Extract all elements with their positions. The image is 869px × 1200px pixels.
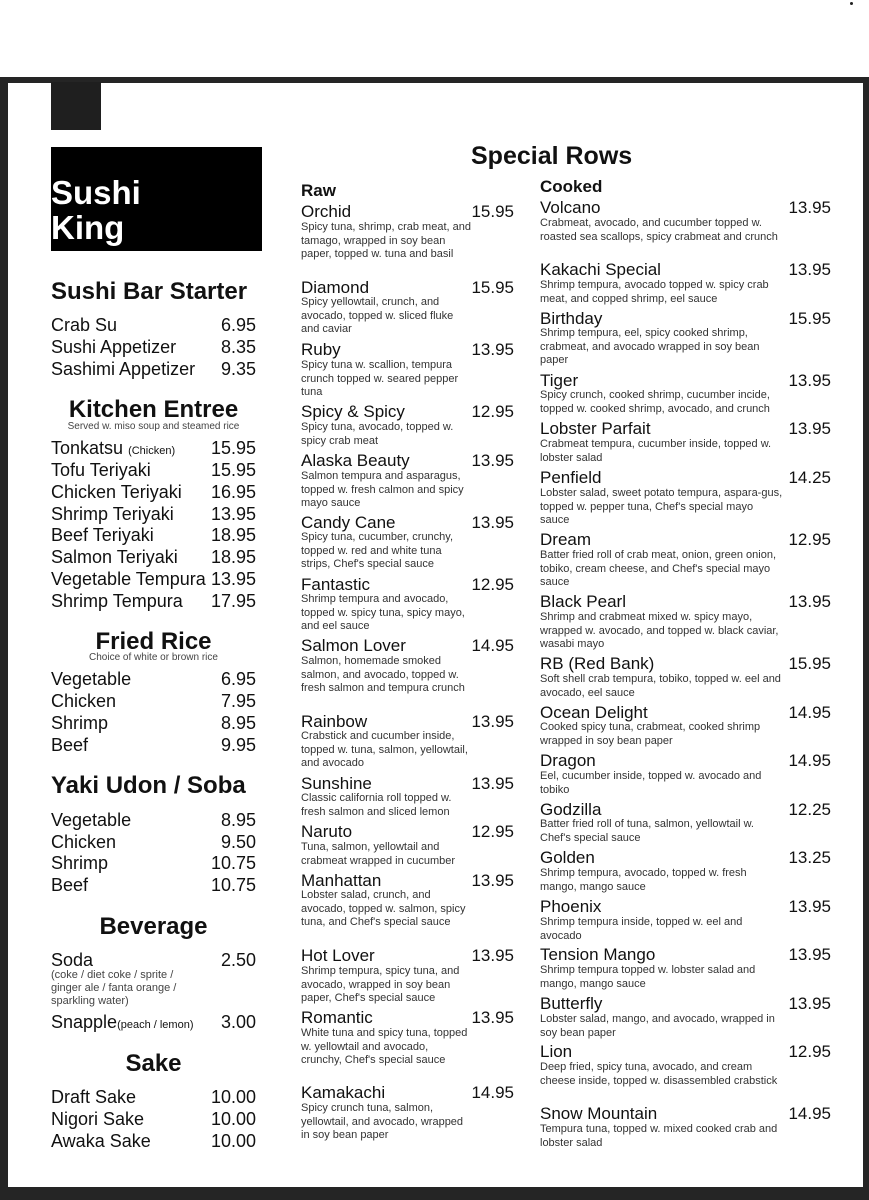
menu-item: Vegetable 8.95 <box>51 810 256 830</box>
roll-price: 14.95 <box>788 751 831 770</box>
roll-description: Lobster salad, crunch, and avocado, topped w. salmon, spicy tuna, and Chef's special sauce <box>301 889 466 928</box>
menu-item-description: (coke / diet coke / sprite / ginger ale / fanta orange / sparkling water) <box>51 969 177 1007</box>
menu-item: Chicken 7.95 <box>51 691 256 711</box>
roll-name: Alaska Beauty <box>301 451 410 470</box>
roll-name: Diamond <box>301 278 370 297</box>
roll-description: Crabmeat tempura, cucumber inside, topped w. lobster salad <box>540 438 772 464</box>
roll-description: Shrimp tempura, spicy tuna, and avocado, wrapped in soy bean paper, Chef's special sauce <box>301 965 460 1004</box>
roll-description: Shrimp tempura topped w. lobster salad and mango, mango sauce <box>540 964 756 990</box>
roll-price: 12.95 <box>471 822 514 841</box>
menu-item: Beef Teriyaki 18.95 <box>51 525 256 545</box>
roll-description: White tuna and spicy tuna, topped w. yellowtail and avocado, crunchy, Chef's special sauce <box>301 1027 468 1066</box>
roll-description: Salmon, homemade smoked salmon, and avocado, topped w. fresh salmon and tempura crunch <box>301 655 465 694</box>
roll-description: Shrimp tempura, eel, spicy cooked shrimp, crabmeat, and avocado wrapped in soy bean paper <box>540 327 760 366</box>
roll-description: Crabmeat, avocado, and cucumber topped w. roasted sea scallops, spicy crabmeat and crunch <box>540 217 778 243</box>
roll-price: 14.25 <box>788 468 831 487</box>
roll-description: Spicy crunch tuna, salmon, yellowtail, and avocado, wrapped in soy bean paper <box>301 1102 464 1141</box>
roll-name: Ocean Delight <box>540 703 648 722</box>
roll-description: Batter fried roll of crab meat, onion, green onion, tobiko, cream cheese, and Chef's special mayo sauce <box>540 549 777 588</box>
roll-name: Black Pearl <box>540 592 626 611</box>
roll-price: 13.95 <box>788 592 831 611</box>
roll-price: 15.95 <box>471 202 514 221</box>
roll-description: Salmon tempura and asparagus, topped w. fresh calmon and spicy mayo sauce <box>301 470 464 509</box>
menu-item: Snapple(peach / lemon) 3.00 <box>51 1012 256 1032</box>
roll-price: 13.95 <box>471 1008 514 1027</box>
section-title-yaki-udon: Yaki Udon / Soba <box>51 772 246 799</box>
roll-name: Tension Mango <box>540 945 656 964</box>
roll-name: Fantastic <box>301 575 370 594</box>
menu-item: Vegetable 6.95 <box>51 669 256 689</box>
roll-description: Crabstick and cucumber inside, topped w. tuna, salmon, yellowtail, and avocado <box>301 730 468 769</box>
roll-description: Shrimp tempura inside, topped w. eel and avocado <box>540 916 743 942</box>
menu-item: Beef 10.75 <box>51 875 256 895</box>
roll-description: Spicy tuna, shrimp, crab meat, and tamago, wrapped in soy bean paper, topped w. tuna and basil <box>301 221 471 260</box>
menu-item: Shrimp 10.75 <box>51 853 256 873</box>
roll-price: 14.95 <box>788 1104 831 1123</box>
roll-name: Romantic <box>301 1008 373 1027</box>
special-rolls-title: Special Rows <box>471 142 633 170</box>
roll-description: Spicy tuna w. scallion, tempura crunch topped w. seared pepper tuna <box>301 359 459 398</box>
corner-dot <box>850 2 853 5</box>
menu-item: Salmon Teriyaki 18.95 <box>51 547 256 567</box>
roll-name: Phoenix <box>540 897 602 916</box>
roll-name: Naruto <box>301 822 353 841</box>
roll-name: Dragon <box>540 751 596 770</box>
roll-description: Soft shell crab tempura, tobiko, topped w. eel and avocado, eel sauce <box>540 673 781 699</box>
section-title-sake: Sake <box>125 1050 182 1077</box>
roll-description: Spicy tuna, avocado, topped w. spicy crab meat <box>301 421 454 447</box>
menu-item: Crab Su 6.95 <box>51 315 256 335</box>
roll-name: Ruby <box>301 340 341 359</box>
roll-price: 13.25 <box>788 848 831 867</box>
roll-description: Deep fried, spicy tuna, avocado, and cream cheese inside, topped w. disassembled crabstick <box>540 1061 778 1087</box>
roll-name: Manhattan <box>301 871 382 890</box>
section-title-kitchen-entree: Kitchen Entree <box>68 396 239 423</box>
menu-item: Vegetable Tempura 13.95 <box>51 569 256 589</box>
roll-name: Volcano <box>540 198 601 217</box>
roll-name: Kamakachi <box>301 1083 386 1102</box>
roll-description: Shrimp and crabmeat mixed w. spicy mayo, wrapped w. avocado, and topped w. black caviar, wasabi mayo <box>540 611 779 650</box>
roll-name: Godzilla <box>540 800 602 819</box>
brand-line-2: King <box>51 209 125 246</box>
roll-description: Shrimp tempura and avocado, topped w. spicy tuna, spicy mayo, and eel sauce <box>301 593 465 632</box>
roll-name: Orchid <box>301 202 352 221</box>
roll-price: 13.95 <box>788 945 831 964</box>
roll-price: 13.95 <box>471 774 514 793</box>
roll-price: 13.95 <box>788 371 831 390</box>
roll-price: 13.95 <box>471 946 514 965</box>
roll-price: 12.95 <box>471 402 514 421</box>
brand-line-1: Sushi <box>51 174 141 211</box>
black-square-decoration <box>51 82 101 130</box>
menu-item: Chicken 9.50 <box>51 832 256 852</box>
roll-price: 13.95 <box>471 871 514 890</box>
roll-description: Tuna, salmon, yellowtail and crabmeat wrapped in cucumber <box>301 841 456 867</box>
roll-description: Tempura tuna, topped w. mixed cooked crab and lobster salad <box>540 1123 778 1149</box>
roll-name: Salmon Lover <box>301 636 406 655</box>
menu-item: Draft Sake 10.00 <box>51 1087 256 1107</box>
roll-name: Butterfly <box>540 994 603 1013</box>
section-subtitle-fried-rice: Choice of white or brown rice <box>89 652 218 663</box>
roll-price: 13.95 <box>471 513 514 532</box>
roll-description: Cooked spicy tuna, crabmeat, cooked shrimp wrapped in soy bean paper <box>540 721 761 747</box>
menu-item: Nigori Sake 10.00 <box>51 1109 256 1129</box>
menu-item: Sushi Appetizer 8.35 <box>51 337 256 357</box>
roll-price: 13.95 <box>471 340 514 359</box>
roll-name: Kakachi Special <box>540 260 661 279</box>
menu-item: Shrimp 8.95 <box>51 713 256 733</box>
roll-price: 15.95 <box>788 654 831 673</box>
roll-name: Golden <box>540 848 595 867</box>
roll-name: Snow Mountain <box>540 1104 658 1123</box>
roll-description: Lobster salad, mango, and avocado, wrapped in soy bean paper <box>540 1013 775 1039</box>
roll-description: Eel, cucumber inside, topped w. avocado and tobiko <box>540 770 762 796</box>
roll-price: 13.95 <box>788 897 831 916</box>
section-subtitle-kitchen-entree: Served w. miso soup and steamed rice <box>67 421 240 432</box>
roll-description: Spicy tuna, cucumber, crunchy, topped w. red and white tuna strips, Chef's special sauce <box>301 531 454 570</box>
roll-description: Spicy yellowtail, crunch, and avocado, topped w. sliced fluke and caviar <box>301 296 454 335</box>
roll-description: Spicy crunch, cooked shrimp, cucumber incide, topped w. cooked shrimp, avocado, and crunch <box>540 389 770 415</box>
section-title-beverage: Beverage <box>99 913 208 940</box>
section-title-sushi-bar-starter: Sushi Bar Starter <box>51 278 248 305</box>
menu-item: Soda 2.50 <box>51 950 256 970</box>
roll-name: Candy Cane <box>301 513 396 532</box>
roll-price: 12.95 <box>788 530 831 549</box>
roll-name: Tiger <box>540 371 579 390</box>
roll-price: 14.95 <box>788 703 831 722</box>
roll-description: Lobster salad, sweet potato tempura, aspara-gus, topped w. pepper tuna, Chef's special mayo sauce <box>540 487 783 526</box>
roll-description: Batter fried roll of tuna, salmon, yellowtail w. Chef's special sauce <box>540 818 754 844</box>
roll-price: 13.95 <box>471 712 514 731</box>
roll-name: Hot Lover <box>301 946 375 965</box>
roll-price: 14.95 <box>471 636 514 655</box>
roll-price: 12.95 <box>788 1042 831 1061</box>
brand-logo <box>51 147 262 251</box>
menu-item: Tofu Teriyaki 15.95 <box>51 460 256 480</box>
roll-price: 15.95 <box>471 278 514 297</box>
roll-price: 13.95 <box>788 198 831 217</box>
roll-price: 12.95 <box>471 575 514 594</box>
roll-description: Shrimp tempura, avocado topped w. spicy crab meat, and copped shrimp, eel sauce <box>540 279 769 305</box>
roll-price: 13.95 <box>788 260 831 279</box>
roll-name: Dream <box>540 530 592 549</box>
roll-name: Lion <box>540 1042 573 1061</box>
roll-name: Sunshine <box>301 774 372 793</box>
cooked-heading: Cooked <box>540 177 603 196</box>
menu-item: Beef 9.95 <box>51 735 256 755</box>
roll-price: 14.95 <box>471 1083 514 1102</box>
menu-item: Shrimp Teriyaki 13.95 <box>51 504 256 524</box>
roll-description: Classic california roll topped w. fresh salmon and sliced lemon <box>301 792 452 818</box>
menu-item: Sashimi Appetizer 9.35 <box>51 359 256 379</box>
roll-name: Spicy & Spicy <box>301 402 405 421</box>
menu-item: Shrimp Tempura 17.95 <box>51 591 256 611</box>
section-title-fried-rice: Fried Rice <box>95 628 212 655</box>
menu-item: Awaka Sake 10.00 <box>51 1131 256 1151</box>
roll-price: 12.25 <box>788 800 831 819</box>
roll-price: 13.95 <box>788 419 831 438</box>
roll-name: RB (Red Bank) <box>540 654 655 673</box>
roll-price: 15.95 <box>788 309 831 328</box>
raw-heading: Raw <box>301 181 336 200</box>
roll-price: 13.95 <box>788 994 831 1013</box>
roll-description: Shrimp tempura, avocado, topped w. fresh mango, mango sauce <box>540 867 747 893</box>
roll-price: 13.95 <box>471 451 514 470</box>
menu-item: Chicken Teriyaki 16.95 <box>51 482 256 502</box>
roll-name: Rainbow <box>301 712 368 731</box>
menu-item: Tonkatsu (Chicken) 15.95 <box>51 438 256 458</box>
roll-name: Birthday <box>540 309 603 328</box>
roll-name: Lobster Parfait <box>540 419 651 438</box>
roll-name: Penfield <box>540 468 602 487</box>
